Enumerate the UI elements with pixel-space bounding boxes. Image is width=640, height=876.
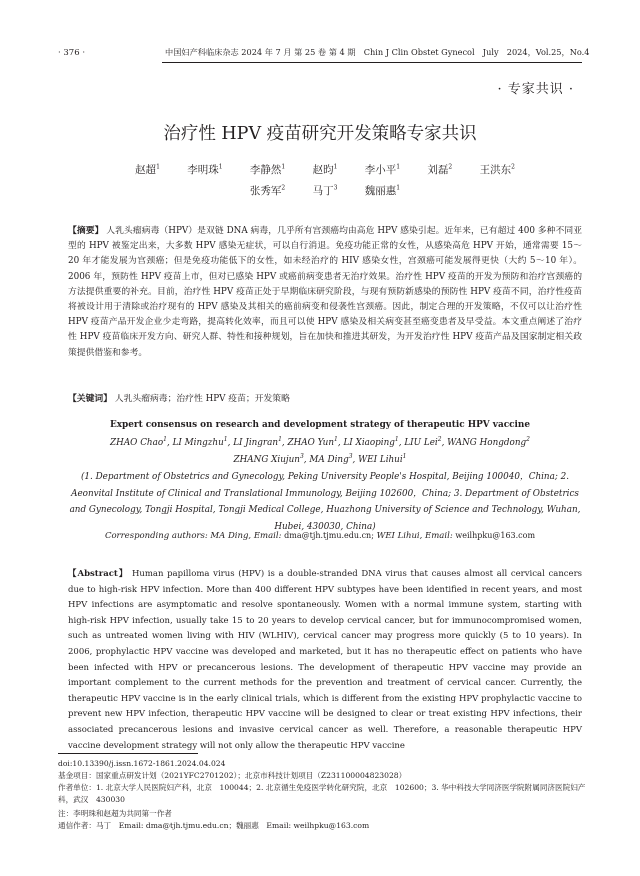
author-en: LIU Lei$^2$, bbox=[404, 436, 448, 448]
author-cn: 赵超$^1$ bbox=[135, 163, 160, 176]
author-en: WANG Hongdong$^2$ bbox=[447, 436, 530, 448]
abstract-label-en: 【Abstract】 bbox=[68, 569, 129, 579]
author-cn: 赵昀$^1$ bbox=[312, 163, 338, 176]
footnote-fund: 基金项目：国家重点研发计划（2021YFC2701202）；北京市科技计划项目（Z231100004823028） bbox=[58, 771, 407, 780]
author-en: ZHANG Xiujun$^3$, bbox=[233, 453, 310, 465]
paper-title: 治疗性 HPV 疫苗研究开发策略专家共识 bbox=[163, 124, 477, 144]
author-en: ZHAO Chao$^1$, bbox=[110, 436, 173, 448]
page-number: · 376 · bbox=[58, 48, 86, 58]
author-cn: 李明珠$^1$ bbox=[187, 163, 223, 176]
abstract-text-cn: 人乳头瘤病毒（HPV）是双链 DNA 病毒，几乎所有宫颈癌均由高危 HPV 感染引起。近年来，已有超过 400 多种不同亚型的 HPV 被鉴定出来，大多数 HPV 感染无症状，可以自行消退。免疫功能正常的女性，从感染高危 HPV 开始，通常需要 15～20 年才能发展为宫颈癌；但是免疫功能低下的女性，如未经治疗的 HIV 感染女性，宫颈癌可能发展得更快（大约 5～10 年）。2006 年，预防性 HPV 疫苗上市，但对已感染 HPV 或癌前病变患者无治疗效果。治疗性 HPV 疫苗的开发为预防和治疗宫颈癌的方法提供重要的补充。目前，治疗性 HPV 疫苗正处于早期临床研究阶段，与现有预防新感染的预防性 HPV 疫苗不同，治疗性疫苗将被设计用于清除或治疗现有的 HPV 感染及其相关的癌前病变和侵袭性宫颈癌。因此，制定合理的开发策略，不仅可以让治疗性 HPV 疫苗产品开发企业少走弯路，提高转化效率，而且可以使 HPV 感染及相关病变甚至癌变患者及早受益。本文重点阐述了治疗性 HPV 疫苗临床开发方向、研究人群、特性和接种规划，旨在加快和推进其研发，为开发治疗性 HPV 疫苗产品及国家制定相关政策提供借鉴和参考。 bbox=[68, 226, 583, 358]
abstract-text-en: Human papilloma virus (HPV) is a double-stranded DNA virus that causes almost all cervical cancers due to high-risk HPV infection. More than 400 different HPV subtypes have been identified in recent years, and most HPV infections are asymptomatic and resolve spontaneously. Women with a normal immune system, starting with high-risk HPV infection, usually take 15 to 20 years to develop cervical cancer, but for immunocompromised women, such as untreated women living with HIV (WLHIV), cervical cancer may progress more quickly (5 to 10 years). In 2006, prophylactic HPV vaccine was developed and marketed, but it has no therapeutic effect on patients who have been infected with HPV or precancerous lesions. The development of therapeutic HPV vaccine may provide an important complement to the current methods for the prevention and treatment of cervical cancer. Currently, the therapeutic HPV vaccine is in the early clinical trials, which is different from the existing HPV prophylactic vaccine to prevent new HPV infection, therapeutic HPV vaccine will be designed to clear or treat existing HPV infections, their associated precancerous lesions and invasive cervical cancer as well. Therefore, a reasonable therapeutic HPV vaccine development strategy will not only allow the therapeutic HPV vaccine bbox=[68, 569, 583, 751]
abstract-label-cn: 【摘要】 bbox=[68, 226, 104, 236]
author-en: LI Jingran$^1$, bbox=[233, 436, 288, 448]
email-link[interactable]: weilhpku@163.com bbox=[455, 531, 536, 540]
english-authors-line2 bbox=[60, 452, 580, 468]
chinese-authors-line1 bbox=[60, 160, 590, 181]
footnote-corresponding: 通信作者：马丁 Email: dma@tjh.tjmu.edu.cn；魏丽惠 Email: weilhpku@163.com bbox=[58, 821, 370, 830]
english-abstract bbox=[68, 567, 582, 754]
author-cn: 李静然$^1$ bbox=[249, 163, 286, 176]
english-authors-line1 bbox=[60, 435, 580, 451]
author-cn: 王洪东$^2$ bbox=[479, 163, 515, 176]
author-en: MA Ding$^3$, bbox=[309, 453, 359, 465]
keywords-text-cn: 人乳头瘤病毒；治疗性 HPV 疫苗；开发策略 bbox=[114, 394, 290, 404]
author-cn: 马丁$^3$ bbox=[312, 184, 338, 197]
author-en: LI Xiaoping$^1$, bbox=[343, 436, 405, 448]
english-title: Expert consensus on research and development strategy of therapeutic HPV vaccine bbox=[110, 420, 530, 430]
author-en: ZHAO Yun$^1$, bbox=[287, 436, 344, 448]
header-rule bbox=[162, 62, 582, 63]
english-affiliations: (1. Department of Obstetrics and Gynecology, Peking University People's Hospital, Beijing 100040，China; 2. Aeonvital Institute of Clinical and Translational Immunology, Beijing 102600，China; 3. Department of Obstetrics and Gynecology, Tongji Hospital, Tongji Medical College, Huazhong University of Science and Technology, Wuhan, Hubei, 430030, China) bbox=[69, 472, 581, 532]
author-cn: 张秀军$^2$ bbox=[249, 184, 286, 197]
email-link[interactable]: dma@tjh.tjmu.edu.cn; bbox=[284, 531, 374, 540]
footnote-note: 注：李明珠和赵超为共同第一作者 bbox=[58, 809, 172, 818]
author-en: LI Mingzhu$^1$, bbox=[172, 436, 234, 448]
author-cn: 魏丽惠$^1$ bbox=[364, 184, 401, 197]
chinese-abstract bbox=[68, 224, 582, 361]
author-cn: 李小平$^1$ bbox=[364, 163, 401, 176]
chinese-authors-line2 bbox=[60, 181, 590, 202]
author-cn: 刘磊$^2$ bbox=[427, 163, 453, 176]
author-en: WEI Lihui$^1$ bbox=[358, 453, 407, 465]
footnote-affiliations: 作者单位：1. 北京大学人民医院妇产科，北京 100044；2. 北京循生免疫医学转化研究院，北京 102600；3. 华中科技大学同济医学院附属同济医院妇产科，武汉 430030 bbox=[58, 783, 586, 804]
footnote-doi: doi:10.13390/j.issn.1672-1861.2024.04.024 bbox=[58, 759, 226, 768]
section-tag: · 专家共识 · bbox=[497, 82, 574, 97]
keywords-label-cn: 【关键词】 bbox=[68, 394, 112, 404]
corresponding-authors: Corresponding authors: MA Ding, Email: dma@tjh.tjmu.edu.cn; WEI Lihui, Email: weilhpku@163.com bbox=[104, 531, 536, 541]
running-header: 中国妇产科临床杂志 2024 年 7 月 第 25 卷 第 4 期 Chin J Clin Obstet Gynecol July 2024，Vol.25，No.4 bbox=[165, 47, 590, 57]
footnote-rule bbox=[58, 753, 198, 754]
chinese-keywords bbox=[68, 392, 582, 407]
